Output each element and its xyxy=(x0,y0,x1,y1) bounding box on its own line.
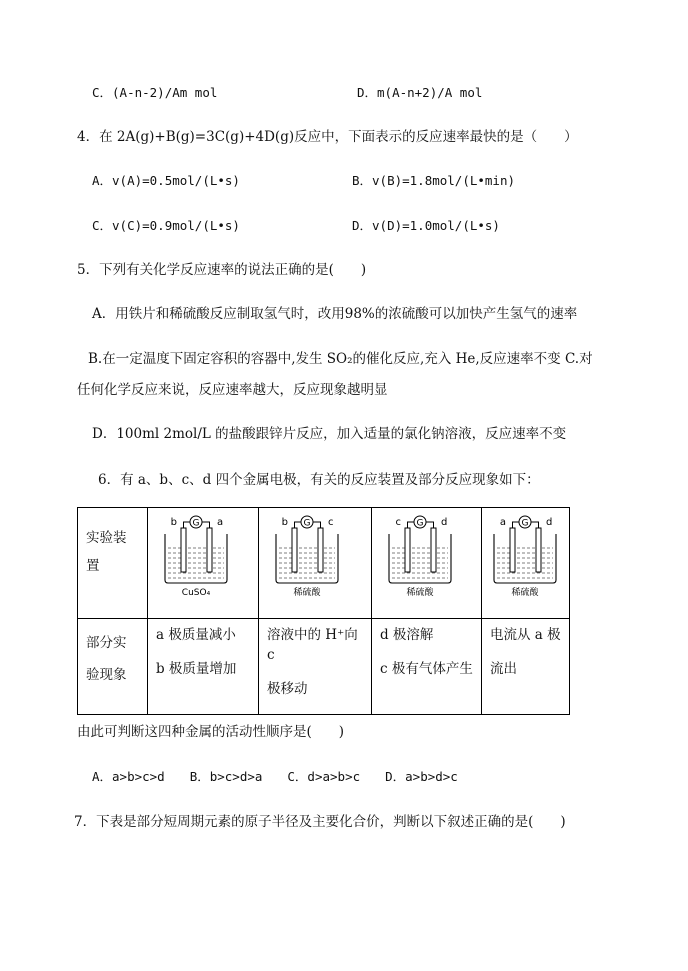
q6-stem: 6．有 a、b、c、d 四个金属电极，有关的反应装置及部分反应现象如下： xyxy=(98,472,540,488)
q4-option-c: C．v(C)=0.9mol/(L•s) xyxy=(92,218,240,233)
apparatus-cell-3 xyxy=(372,508,482,619)
apparatus-header xyxy=(78,508,148,619)
wire-right xyxy=(426,522,434,528)
q5-option-b-line2: 任何化学反应来说，反应速率越大，反应现象越明显 xyxy=(77,382,388,398)
observation-header-line2: 验现象 xyxy=(86,667,127,683)
wire-left xyxy=(295,522,302,528)
galvanometer-label: G xyxy=(303,518,311,529)
galvanometer-label: G xyxy=(416,518,424,529)
wire-right xyxy=(313,522,321,528)
galvanic-cell-diagram xyxy=(372,508,481,608)
apparatus-cell-4 xyxy=(482,508,570,619)
observation-3-line2: c 极有气体产生 xyxy=(380,661,473,677)
left-electrode-label: b xyxy=(170,517,177,528)
right-electrode-label: d xyxy=(441,517,448,528)
wire-right xyxy=(531,522,539,528)
observation-cell-3 xyxy=(372,619,482,715)
apparatus-cell-2 xyxy=(259,508,372,619)
q4-stem: 4．在 2A(g)+B(g)=3C(g)+4D(g)反应中，下面表示的反应速率最快的是（ ） xyxy=(77,129,578,145)
q5-option-d: D．100ml 2mol/L 的盐酸跟锌片反应，加入适量的氯化钠溶液，反应速率不变 xyxy=(92,426,567,442)
right-electrode-label: c xyxy=(328,517,334,528)
solution-label: 稀硫酸 xyxy=(511,588,539,598)
q7-stem: 7．下表是部分短周期元素的原子半径及主要化合价，判断以下叙述正确的是( ) xyxy=(74,814,566,830)
beaker xyxy=(389,534,451,583)
observation-cell-4 xyxy=(482,619,570,715)
right-electrode-label: d xyxy=(546,517,553,528)
galvanometer-label: G xyxy=(192,518,200,529)
right-electrode xyxy=(318,528,323,572)
wire-left xyxy=(408,522,415,528)
wire-left xyxy=(513,522,520,528)
wire-left xyxy=(184,522,191,528)
left-electrode-label: c xyxy=(395,517,401,528)
q5-option-a: A．用铁片和稀硫酸反应制取氢气时，改用98%的浓硫酸可以加快产生氢气的速率 xyxy=(92,306,578,322)
apparatus-header-line2: 置 xyxy=(86,558,100,574)
experiment-table xyxy=(77,507,570,715)
galvanometer-label: G xyxy=(521,518,529,529)
galvanic-cell-diagram xyxy=(259,508,371,608)
observation-3-line1: d 极溶解 xyxy=(380,627,434,643)
observation-4-line1: 电流从 a 极 xyxy=(490,627,561,643)
right-electrode xyxy=(431,528,436,572)
q5-stem: 5．下列有关化学反应速率的说法正确的是( ) xyxy=(77,262,367,278)
observation-cell-1 xyxy=(148,619,259,715)
observation-2-line2: 极移动 xyxy=(267,681,308,697)
beaker xyxy=(494,534,556,583)
left-electrode-label: a xyxy=(499,517,506,528)
q6-conclusion: 由此可判断这四种金属的活动性顺序是( ) xyxy=(77,724,345,740)
q3-option-c: C．(A-n-2)/Am mol xyxy=(92,85,218,100)
left-electrode-label: b xyxy=(281,517,288,528)
q4-option-a: A．v(A)=0.5mol/(L•s) xyxy=(92,173,240,188)
observation-1-line2: b 极质量增加 xyxy=(156,661,237,677)
q4-option-d: D．v(D)=1.0mol/(L•s) xyxy=(352,218,500,233)
wire-right xyxy=(202,522,210,528)
observation-header xyxy=(78,619,148,715)
q5-option-b-line1: B.在一定温度下固定容积的容器中,发生 SO₂的催化反应,充入 He,反应速率不变 C.对 xyxy=(88,351,593,367)
galvanic-cell-diagram xyxy=(482,508,569,608)
observation-header-line1: 部分实 xyxy=(86,635,127,651)
observation-cell-2 xyxy=(259,619,372,715)
q3-option-d: D．m(A-n+2)/A mol xyxy=(357,85,483,100)
left-electrode xyxy=(292,528,297,572)
solution-label: CuSO₄ xyxy=(181,588,211,598)
q6-options: A．a>b>c>d B．b>c>d>a C．d>a>b>c D．a>b>d>c xyxy=(92,769,458,784)
q4-option-b: B．v(B)=1.8mol/(L•min) xyxy=(352,173,516,188)
apparatus-cell-1 xyxy=(148,508,259,619)
observation-1-line1: a 极质量减小 xyxy=(156,627,236,643)
right-electrode xyxy=(207,528,212,572)
solution-label: 稀硫酸 xyxy=(293,588,321,598)
beaker xyxy=(165,534,227,583)
right-electrode xyxy=(536,528,541,572)
left-electrode xyxy=(405,528,410,572)
beaker xyxy=(276,534,338,583)
solution-label: 稀硫酸 xyxy=(406,588,434,598)
right-electrode-label: a xyxy=(217,517,224,528)
left-electrode xyxy=(181,528,186,572)
galvanic-cell-diagram xyxy=(148,508,258,608)
observation-2-line1: 溶液中的 H⁺向 c xyxy=(267,627,358,663)
observation-4-line2: 流出 xyxy=(490,661,517,677)
left-electrode xyxy=(510,528,515,572)
apparatus-header-line1: 实验装 xyxy=(86,530,127,546)
